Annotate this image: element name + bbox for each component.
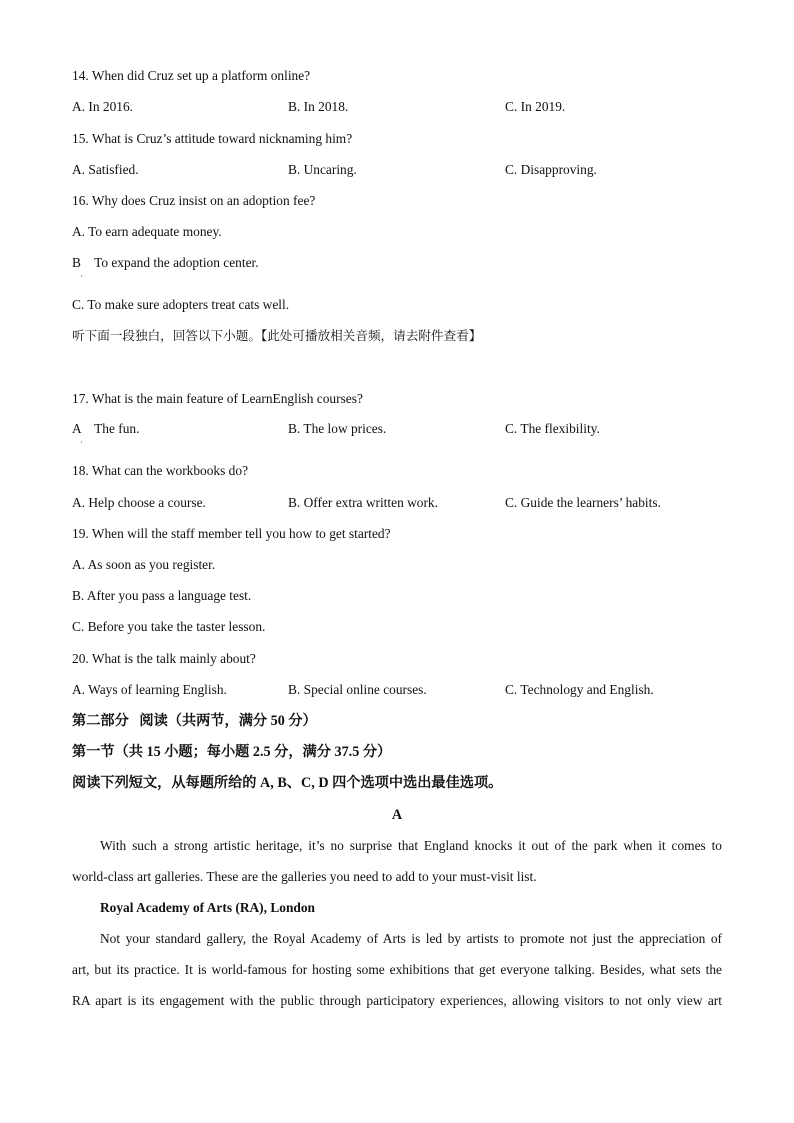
- part-two-title: 第二部分 阅读（共两节，满分 50 分）: [72, 713, 317, 729]
- audio-instruction: 听下面一段独白，回答以下小题。【此处可播放相关音频，请去附件查看】: [72, 328, 482, 343]
- question-19-option-c: C. Before you take the taster lesson.: [72, 619, 266, 634]
- section-one-title: 第一节（共 15 小题；每小题 2.5 分，满分 37.5 分）: [72, 744, 392, 760]
- question-18-option-a: A. Help choose a course.: [72, 495, 206, 510]
- question-19-option-a: A. As soon as you register.: [72, 557, 216, 572]
- question-17-option-c: C. The flexibility.: [505, 421, 600, 436]
- option-marker-dot: ·: [80, 438, 83, 447]
- passage-label: A: [391, 807, 403, 823]
- question-17-stem: 17. What is the main feature of LearnEnglish courses?: [72, 391, 363, 406]
- question-16-option-c: C. To make sure adopters treat cats well.: [72, 297, 290, 312]
- question-15-stem: 15. What is Cruz’s attitude toward nicknaming him?: [72, 131, 353, 146]
- question-18-option-b: B. Offer extra written work.: [288, 495, 438, 510]
- question-14-stem: 14. When did Cruz set up a platform online?: [72, 68, 311, 83]
- reading-instruction: 阅读下列短文，从每题所给的 A, B、C, D 四个选项中选出最佳选项。: [72, 775, 503, 791]
- question-18-option-c: C. Guide the learners’ habits.: [505, 495, 661, 510]
- question-16-option-b: B To expand the adoption center.: [72, 255, 259, 270]
- question-19-stem: 19. When will the staff member tell you how to get started?: [72, 526, 391, 541]
- question-17-option-a: A The fun.: [72, 421, 140, 436]
- option-marker-dot: ·: [80, 272, 83, 281]
- question-15-option-b: B. Uncaring.: [288, 162, 357, 177]
- passage-p2-line3: RA apart is its engagement with the public through participatory experiences, allowing visitors to not only view art: [72, 993, 722, 1008]
- question-15-option-a: A. Satisfied.: [72, 162, 139, 177]
- passage-p2-line2: art, but its practice. It is world-famous for hosting some exhibitions that get everyone talking. Besides, what sets the: [72, 962, 722, 977]
- question-20-option-b: B. Special online courses.: [288, 682, 427, 697]
- question-20-option-a: A. Ways of learning English.: [72, 682, 227, 697]
- passage-p2-line1: Not your standard gallery, the Royal Academy of Arts is led by artists to promote not just the appreciation of: [100, 931, 722, 946]
- question-15-option-c: C. Disapproving.: [505, 162, 597, 177]
- passage-p1-line2: world-class art galleries. These are the galleries you need to add to your must-visit list.: [72, 869, 537, 884]
- question-20-stem: 20. What is the talk mainly about?: [72, 651, 256, 666]
- passage-heading: Royal Academy of Arts (RA), London: [100, 900, 315, 915]
- question-20-option-c: C. Technology and English.: [505, 682, 654, 697]
- question-16-stem: 16. Why does Cruz insist on an adoption fee?: [72, 193, 316, 208]
- question-16-option-a: A. To earn adequate money.: [72, 224, 222, 239]
- question-14-option-a: A. In 2016.: [72, 99, 133, 114]
- question-17-option-b: B. The low prices.: [288, 421, 387, 436]
- question-14-option-c: C. In 2019.: [505, 99, 566, 114]
- question-18-stem: 18. What can the workbooks do?: [72, 463, 249, 478]
- question-14-option-b: B. In 2018.: [288, 99, 349, 114]
- question-19-option-b: B. After you pass a language test.: [72, 588, 252, 603]
- passage-p1-line1: With such a strong artistic heritage, it’s no surprise that England knocks it out of the park when it comes to: [100, 838, 722, 853]
